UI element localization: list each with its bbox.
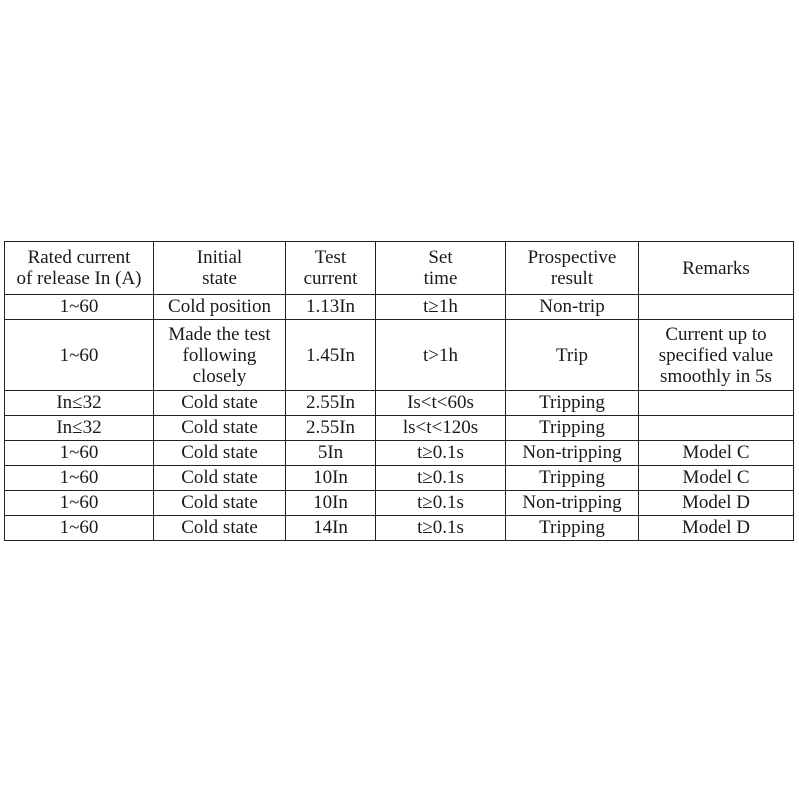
cell-test-current: 1.13In — [286, 295, 376, 320]
cell-prospective-result: Tripping — [506, 466, 639, 491]
cell-remarks — [639, 295, 794, 320]
header-text: state — [202, 268, 237, 289]
cell-set-time: t≥0.1s — [376, 466, 506, 491]
cell-text-line: Cold state — [181, 417, 258, 438]
cell-initial-state — [154, 516, 286, 541]
cell-initial-state — [154, 491, 286, 516]
header-rated-current — [5, 242, 154, 295]
cell-prospective-result: Tripping — [506, 391, 639, 416]
header-text: current — [303, 268, 358, 289]
cell-prospective-result: Tripping — [506, 516, 639, 541]
cell-set-time: ls<t<120s — [376, 416, 506, 441]
cell-text-line: Current up to — [665, 323, 767, 345]
cell-test-current: 1.45In — [286, 320, 376, 391]
cell-text-line: Cold state — [181, 517, 258, 538]
cell-rated-current: 1~60 — [5, 441, 154, 466]
table-row — [5, 466, 794, 491]
header-test-current — [286, 242, 376, 295]
cell-initial-state — [154, 416, 286, 441]
cell-remarks — [639, 491, 794, 516]
cell-set-time: t≥0.1s — [376, 516, 506, 541]
cell-set-time: Is<t<60s — [376, 391, 506, 416]
cell-text-line: Model D — [681, 492, 751, 513]
cell-text-line: Model C — [682, 467, 750, 488]
cell-test-current: 10In — [286, 491, 376, 516]
cell-rated-current: 1~60 — [5, 320, 154, 391]
cell-text-line: Cold state — [181, 492, 258, 513]
header-text: of release In (A) — [16, 268, 142, 289]
cell-initial-state — [154, 441, 286, 466]
cell-remarks — [639, 391, 794, 416]
test-table-container — [4, 241, 793, 541]
header-text: Remarks — [682, 257, 750, 279]
header-text: Initial — [196, 247, 243, 268]
cell-text-line: closely — [192, 365, 247, 387]
table-row — [5, 491, 794, 516]
cell-remarks — [639, 466, 794, 491]
cell-prospective-result: Non-tripping — [506, 441, 639, 466]
cell-test-current: 5In — [286, 441, 376, 466]
header-text: time — [423, 268, 458, 289]
cell-rated-current: 1~60 — [5, 516, 154, 541]
cell-prospective-result: Trip — [506, 320, 639, 391]
cell-text-line: Cold state — [181, 442, 258, 463]
cell-test-current: 10In — [286, 466, 376, 491]
cell-rated-current: 1~60 — [5, 466, 154, 491]
table-row — [5, 416, 794, 441]
header-text: Test — [314, 247, 347, 268]
cell-initial-state — [154, 391, 286, 416]
cell-set-time: t≥0.1s — [376, 441, 506, 466]
cell-prospective-result: Non-trip — [506, 295, 639, 320]
cell-prospective-result: Tripping — [506, 416, 639, 441]
table-row — [5, 441, 794, 466]
header-text: Rated current — [27, 247, 131, 268]
header-prospective-result — [506, 242, 639, 295]
cell-rated-current: In≤32 — [5, 416, 154, 441]
table-body — [5, 295, 794, 541]
cell-test-current: 2.55In — [286, 416, 376, 441]
cell-rated-current: 1~60 — [5, 491, 154, 516]
cell-initial-state — [154, 466, 286, 491]
table-row — [5, 516, 794, 541]
cell-text-line: Made the test — [168, 323, 271, 345]
cell-text-line: Cold position — [168, 296, 271, 317]
cell-remarks — [639, 416, 794, 441]
cell-text-line: Model C — [682, 442, 750, 463]
cell-initial-state — [154, 295, 286, 320]
header-text: Prospective — [527, 247, 617, 268]
cell-remarks — [639, 516, 794, 541]
cell-initial-state — [154, 320, 286, 391]
cell-text-line: Cold state — [181, 392, 258, 413]
table-row — [5, 320, 794, 391]
cell-remarks — [639, 441, 794, 466]
cell-set-time: t≥0.1s — [376, 491, 506, 516]
table-row — [5, 295, 794, 320]
cell-text-line: following — [182, 344, 257, 366]
trip-test-table — [4, 241, 794, 541]
cell-rated-current: 1~60 — [5, 295, 154, 320]
cell-set-time: t>1h — [376, 320, 506, 391]
cell-set-time: t≥1h — [376, 295, 506, 320]
header-initial-state — [154, 242, 286, 295]
table-header-row — [5, 242, 794, 295]
cell-text-line: Model D — [681, 517, 751, 538]
cell-prospective-result: Non-tripping — [506, 491, 639, 516]
header-text: result — [550, 268, 594, 289]
cell-text-line: specified value — [658, 344, 774, 366]
cell-test-current: 2.55In — [286, 391, 376, 416]
table-row — [5, 391, 794, 416]
cell-text-line: smoothly in 5s — [660, 365, 772, 387]
header-text: Set — [428, 247, 453, 268]
header-remarks — [639, 242, 794, 295]
header-set-time — [376, 242, 506, 295]
cell-remarks — [639, 320, 794, 391]
cell-text-line: Cold state — [181, 467, 258, 488]
cell-rated-current: In≤32 — [5, 391, 154, 416]
cell-test-current: 14In — [286, 516, 376, 541]
